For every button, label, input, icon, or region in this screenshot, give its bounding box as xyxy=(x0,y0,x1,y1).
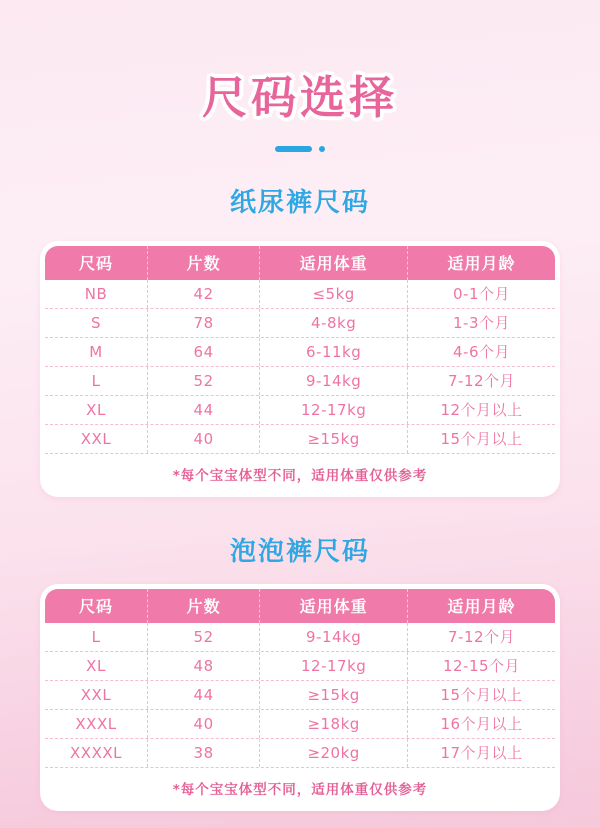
page-title: 尺码选择 xyxy=(201,71,398,124)
table-row xyxy=(45,681,555,710)
table-cell: 40 xyxy=(147,710,259,738)
table-cell: XXL xyxy=(80,429,112,448)
section-heading-pants: 泡泡裤尺码 xyxy=(229,536,370,567)
divider-bar xyxy=(275,146,312,152)
table-row xyxy=(45,652,555,681)
size-table-diapers xyxy=(45,246,555,454)
table-cell: 12-17kg xyxy=(259,652,407,680)
table-cell: 48 xyxy=(147,652,259,680)
table-cell: ≥18kg xyxy=(259,710,407,738)
table-cell: ≥20kg xyxy=(259,739,407,767)
table-cell: 64 xyxy=(147,338,259,366)
table-cell: 42 xyxy=(147,280,259,308)
table-cell: 52 xyxy=(147,367,259,395)
table-cell: 0-1个月 xyxy=(407,280,555,308)
table-cell: 7-12个月 xyxy=(407,623,555,651)
table-cell: 12-17kg xyxy=(259,396,407,424)
title-divider xyxy=(0,146,600,152)
table-cell: S xyxy=(90,313,102,332)
table-cell: 9-14kg xyxy=(259,623,407,651)
table-cell: 52 xyxy=(147,623,259,651)
table-cell: 9-14kg xyxy=(259,367,407,395)
size-table-card-pants xyxy=(40,584,560,811)
column-header: 片数 xyxy=(147,589,259,623)
table-cell: XXXL xyxy=(75,714,117,733)
table-cell: NB xyxy=(84,284,108,303)
table-cell: M xyxy=(89,342,103,361)
column-header: 尺码 xyxy=(78,254,113,274)
table-cell: 15个月以上 xyxy=(407,425,555,453)
section-heading-diapers: 纸尿裤尺码 xyxy=(229,187,370,218)
table-cell: 78 xyxy=(147,309,259,337)
table-cell: 44 xyxy=(147,396,259,424)
table-header-row xyxy=(45,246,555,280)
table-cell: ≤5kg xyxy=(259,280,407,308)
table-row xyxy=(45,338,555,367)
table-cell: 4-6个月 xyxy=(407,338,555,366)
table-row xyxy=(45,367,555,396)
size-table-pants xyxy=(45,589,555,768)
table-row xyxy=(45,739,555,768)
table-cell: L xyxy=(91,371,101,390)
table-footnote: *每个宝宝体型不同，适用体重仅供参考 xyxy=(172,781,428,798)
table-row xyxy=(45,425,555,454)
table-cell: XL xyxy=(86,656,106,675)
column-header: 适用月龄 xyxy=(407,246,555,280)
table-body xyxy=(45,623,555,768)
divider-dot-icon xyxy=(319,146,325,152)
table-cell: ≥15kg xyxy=(259,425,407,453)
column-header: 适用体重 xyxy=(259,589,407,623)
table-row xyxy=(45,309,555,338)
table-cell: XL xyxy=(86,400,106,419)
size-table-card-diapers xyxy=(40,241,560,497)
table-cell: XXXXL xyxy=(70,743,122,762)
column-header: 尺码 xyxy=(78,597,113,617)
table-cell: 40 xyxy=(147,425,259,453)
table-cell: XXL xyxy=(80,685,112,704)
table-cell: 38 xyxy=(147,739,259,767)
table-cell: 1-3个月 xyxy=(407,309,555,337)
table-cell: 17个月以上 xyxy=(407,739,555,767)
table-row xyxy=(45,710,555,739)
column-header: 适用体重 xyxy=(259,246,407,280)
table-cell: 16个月以上 xyxy=(407,710,555,738)
table-cell: 4-8kg xyxy=(259,309,407,337)
table-footnote: *每个宝宝体型不同，适用体重仅供参考 xyxy=(172,467,428,484)
table-cell: 12个月以上 xyxy=(407,396,555,424)
column-header: 片数 xyxy=(147,246,259,280)
table-cell: 12-15个月 xyxy=(407,652,555,680)
table-row xyxy=(45,623,555,652)
column-header: 适用月龄 xyxy=(407,589,555,623)
table-header-row xyxy=(45,589,555,623)
table-cell: L xyxy=(91,627,101,646)
table-cell: 7-12个月 xyxy=(407,367,555,395)
table-cell: ≥15kg xyxy=(259,681,407,709)
table-cell: 6-11kg xyxy=(259,338,407,366)
table-body xyxy=(45,280,555,454)
table-row xyxy=(45,280,555,309)
table-row xyxy=(45,396,555,425)
table-cell: 44 xyxy=(147,681,259,709)
table-cell: 15个月以上 xyxy=(407,681,555,709)
